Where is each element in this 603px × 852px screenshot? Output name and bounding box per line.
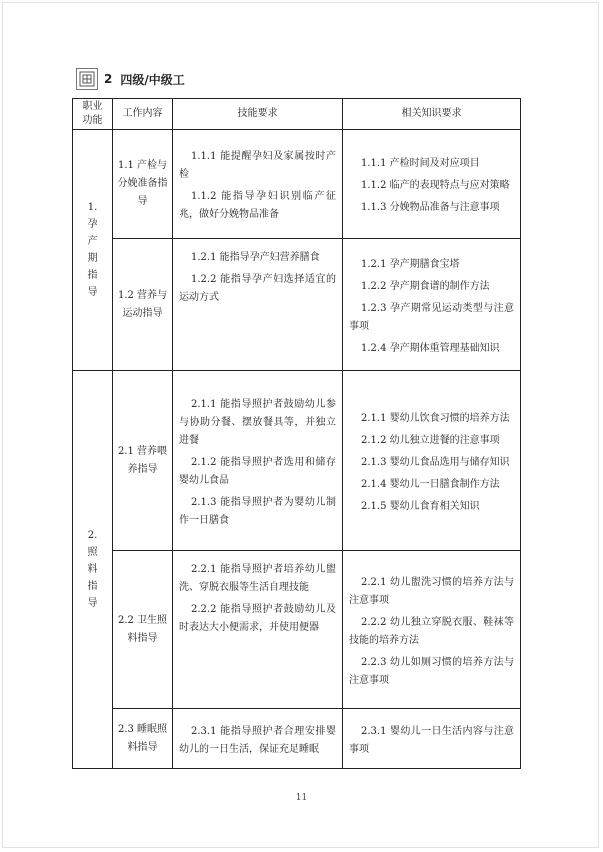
header-function: 职业功能 xyxy=(73,99,113,130)
knowledge-item: 2.2.2 幼儿独立穿脱衣服、鞋袜等技能的培养方法 xyxy=(349,616,514,646)
table-row xyxy=(73,709,521,769)
section-title: 四级/中级工 xyxy=(120,72,185,87)
knowledge-item: 2.1.3 婴幼儿食品选用与储存知识 xyxy=(361,456,510,468)
knowledge-item: 2.1.5 婴幼儿食育相关知识 xyxy=(361,500,480,512)
knowledge-cell xyxy=(343,130,521,239)
skill-cell xyxy=(173,551,343,709)
knowledge-item: 1.1.3 分娩物品准备与注意事项 xyxy=(361,202,500,213)
header-content: 工作内容 xyxy=(113,99,173,130)
skill-item: 1.1.2 能指导孕妇识别临产征兆，做好分娩物品准备 xyxy=(179,191,336,220)
knowledge-item: 1.2.4 孕产期体重管理基础知识 xyxy=(361,342,500,354)
content-cell: 1.2 营养与运动指导 xyxy=(113,239,173,371)
content-cell: 2.3 睡眠照料指导 xyxy=(113,709,173,769)
knowledge-item: 2.2.3 幼儿如厕习惯的培养方法与注意事项 xyxy=(349,656,514,686)
table-row xyxy=(73,551,521,709)
skill-item: 1.2.1 能指导孕产妇营养膳食 xyxy=(191,252,320,263)
knowledge-item: 2.2.1 幼儿盥洗习惯的培养方法与注意事项 xyxy=(349,576,514,606)
skill-item: 2.1.1 能指导照护者鼓励幼儿参与协助分餐、摆放餐具等，并独立进餐 xyxy=(179,398,336,446)
skill-cell xyxy=(173,709,343,769)
skill-cell xyxy=(173,239,343,371)
knowledge-cell xyxy=(343,709,521,769)
knowledge-item: 1.1.1 产检时间及对应项目 xyxy=(361,158,480,169)
table-row xyxy=(73,130,521,239)
skill-item: 2.1.3 能指导照护者为婴幼儿制作一日膳食 xyxy=(179,496,336,526)
table-row xyxy=(73,239,521,371)
skill-cell xyxy=(173,130,343,239)
knowledge-item: 2.1.4 婴幼儿一日膳食制作方法 xyxy=(361,478,500,490)
table-header-row xyxy=(73,99,521,130)
knowledge-item: 1.1.2 临产的表现特点与应对策略 xyxy=(361,180,510,191)
header-skills: 技能要求 xyxy=(173,99,343,130)
knowledge-item: 1.2.3 孕产期常见运动类型与注意事项 xyxy=(349,302,514,332)
skill-item: 2.2.1 能指导照护者培养幼儿盥洗、穿脱衣服等生活自理技能 xyxy=(179,564,336,593)
knowledge-item: 1.2.1 孕产期膳食宝塔 xyxy=(361,258,460,270)
content-cell: 2.1 营养喂养指导 xyxy=(113,371,173,551)
page-number: 11 xyxy=(295,793,308,803)
header-knowledge: 相关知识要求 xyxy=(343,99,521,130)
knowledge-cell xyxy=(343,551,521,709)
section-number: 2 xyxy=(104,72,113,86)
table-icon xyxy=(76,68,98,90)
table-row xyxy=(73,371,521,551)
knowledge-item: 1.2.2 孕产期食谱的制作方法 xyxy=(361,280,490,292)
knowledge-cell xyxy=(343,371,521,551)
skill-item: 2.2.2 能指导照护者鼓励幼儿及时表达大小便需求，并使用便器 xyxy=(179,604,336,633)
skill-item: 1.2.2 能指导孕产妇选择适宜的运动方式 xyxy=(179,274,336,303)
skill-item: 1.1.1 能提醒孕妇及家属按时产检 xyxy=(179,151,336,180)
skill-cell xyxy=(173,371,343,551)
function-cell: 2.照料指导 xyxy=(73,371,113,769)
standards-table xyxy=(72,98,521,769)
knowledge-item: 2.1.1 婴幼儿饮食习惯的培养方法 xyxy=(361,412,510,424)
knowledge-item: 2.3.1 婴幼儿一日生活内容与注意事项 xyxy=(349,725,514,755)
function-cell: 1.孕产期指导 xyxy=(73,130,113,371)
skill-item: 2.1.2 能指导照护者选用和储存婴幼儿食品 xyxy=(179,456,336,486)
knowledge-item: 2.1.2 幼儿独立进餐的注意事项 xyxy=(361,434,500,446)
knowledge-cell xyxy=(343,239,521,371)
section-heading xyxy=(76,66,185,92)
content-cell: 1.1 产检与分娩准备指导 xyxy=(113,130,173,239)
skill-item: 2.3.1 能指导照护者合理安排婴幼儿的一日生活，保证充足睡眠 xyxy=(179,725,336,755)
content-cell: 2.2 卫生照料指导 xyxy=(113,551,173,709)
